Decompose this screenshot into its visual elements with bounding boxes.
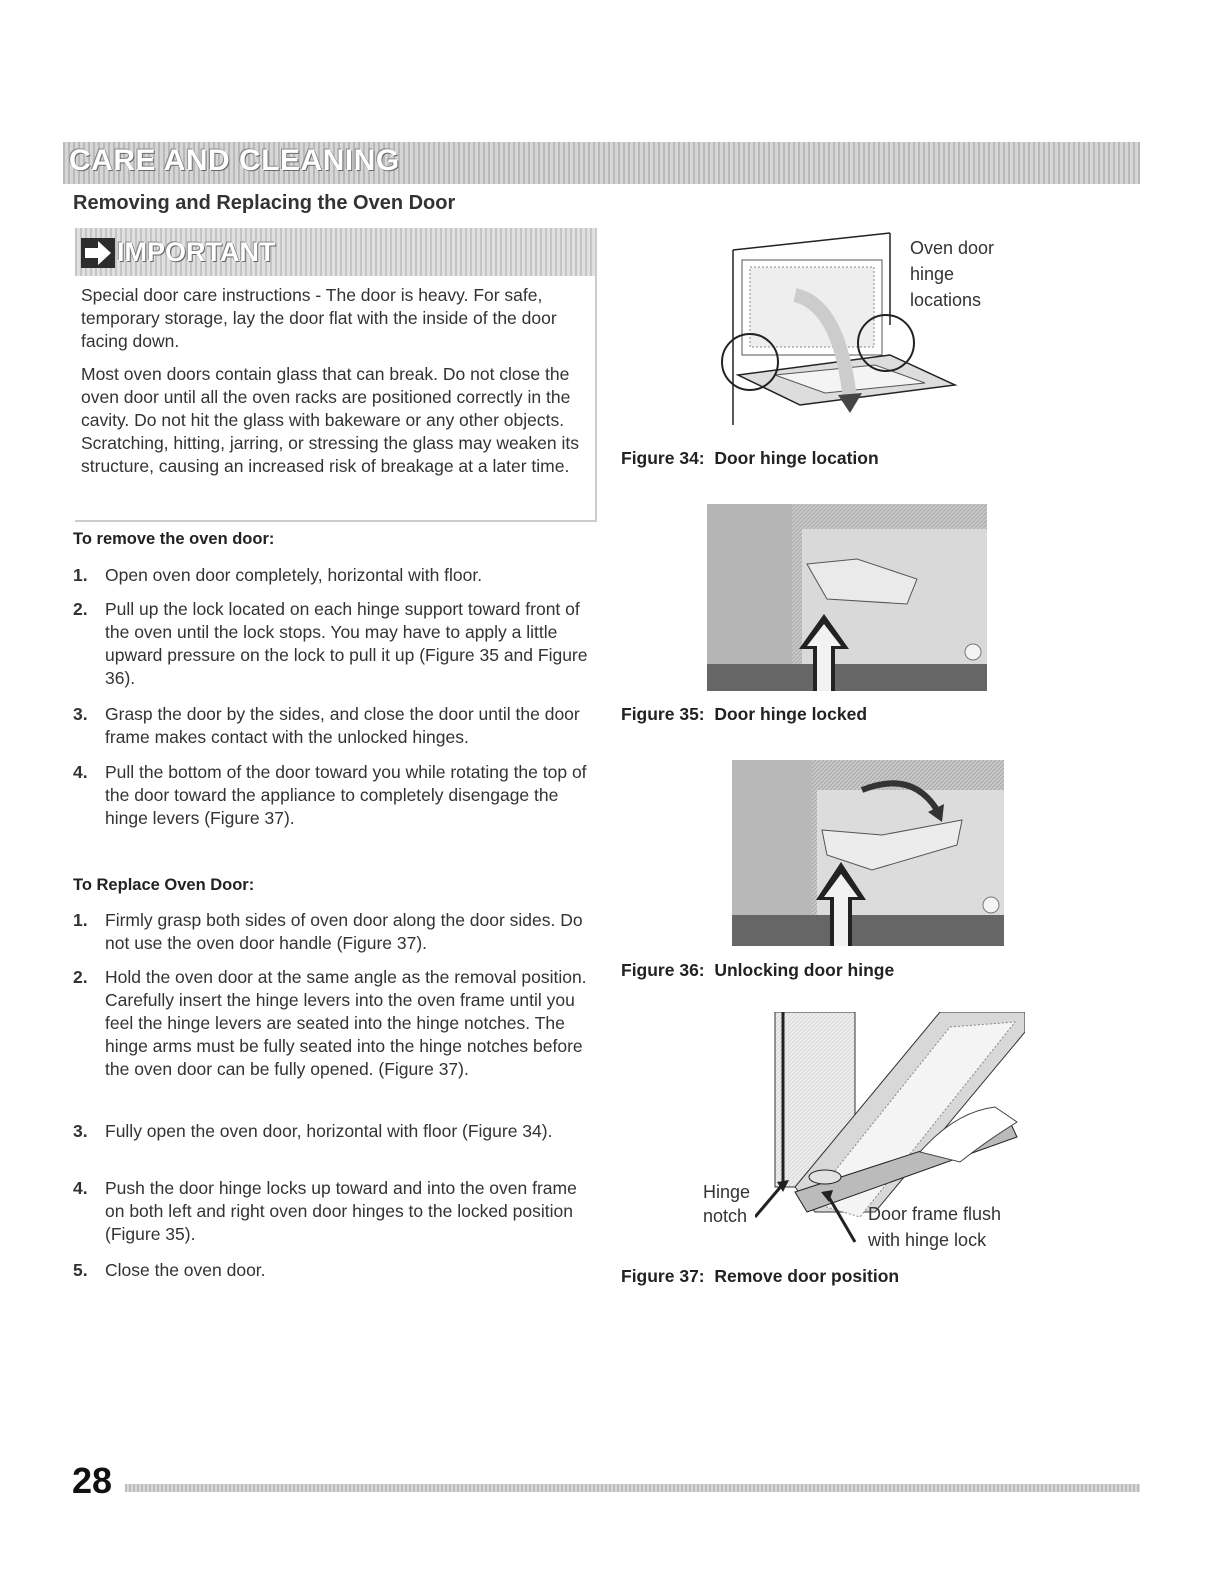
step-text: Grasp the door by the sides, and close the door until the door frame makes contact with the unlocked hinges. [105, 704, 580, 747]
figure-label-line: with hinge lock [868, 1230, 987, 1250]
step-number: 4. [73, 1178, 88, 1198]
figure-37-caption: Figure 37: Remove door position [621, 1266, 900, 1286]
footer-rule [125, 1484, 1140, 1492]
important-paragraph: Most oven doors contain glass that can break. Do not close the oven door until all the oven racks are positioned correctly in the cavity. Do not hit the glass with bakeware or any other objects. Scratching, hitting, jarring, or stressing the glass may weaken its structure, causing an increased risk of breakage at a later time. [81, 364, 579, 476]
arrow-right-icon [81, 238, 115, 268]
important-label: IMPORTANT [117, 237, 276, 267]
step-text: Pull the bottom of the door toward you while rotating the top of the door toward the appliance to completely disengage the hinge levers (Figure 37). [105, 762, 587, 828]
step-number: 1. [73, 910, 88, 930]
replace-heading: To Replace Oven Door: [73, 876, 255, 894]
step-text: Push the door hinge locks up toward and into the oven frame on both left and right oven door hinges to the locked position (Figure 35). [105, 1178, 577, 1244]
step-text: Close the oven door. [105, 1260, 266, 1280]
step-number: 3. [73, 1121, 88, 1141]
important-notice [75, 228, 597, 522]
figure-label-line: notch [703, 1206, 748, 1226]
step-text: Pull up the lock located on each hinge support toward front of the oven until the lock stops. You may have to apply a little upward pressure on the lock to pull it up (Figure 35 and Figure 36). [105, 599, 588, 688]
figure-label-line: Oven door [910, 238, 995, 258]
step-number: 5. [73, 1260, 88, 1280]
page-number: 28 [72, 1460, 113, 1501]
oven-door-hinge-label [910, 235, 994, 313]
figure-label-line: hinge [910, 264, 955, 284]
step-number: 2. [73, 599, 88, 619]
step-number: 3. [73, 704, 88, 724]
figure-36-caption: Figure 36: Unlocking door hinge [621, 960, 895, 980]
figure-36-illustration [732, 760, 1004, 946]
figure-35-caption: Figure 35: Door hinge locked [621, 704, 868, 724]
figure-label-line: locations [910, 290, 982, 310]
page-subtitle: Removing and Replacing the Oven Door [73, 192, 456, 214]
figure-35-illustration [707, 504, 987, 691]
remove-heading: To remove the oven door: [73, 530, 275, 548]
step-number: 2. [73, 967, 88, 987]
section-banner [63, 142, 1140, 184]
important-body [81, 284, 586, 488]
important-header [75, 228, 595, 276]
hinge-notch-label [703, 1180, 750, 1228]
figure-34-caption: Figure 34: Door hinge location [621, 448, 879, 468]
step-text: Firmly grasp both sides of oven door along the door sides. Do not use the oven door handle (Figure 37). [105, 910, 583, 953]
figure-label-line: Door frame flush [868, 1204, 1002, 1224]
step-text: Open oven door completely, horizontal with floor. [105, 565, 483, 585]
figure-label-line: Hinge [703, 1182, 751, 1202]
section-title: CARE AND CLEANING [69, 144, 400, 177]
step-number: 1. [73, 565, 88, 585]
step-text: Hold the oven door at the same angle as the removal position. Carefully insert the hinge levers into the oven frame until you feel the hinge levers are seated into the hinge notches. The hinge arms must be fully seated into the hinge notches before the oven door can be fully opened. (Figure 37). [105, 967, 587, 1079]
door-frame-flush-label [868, 1201, 1001, 1253]
important-paragraph: Special door care instructions - The door is heavy. For safe, temporary storage, lay the door flat with the inside of the door facing down. [81, 285, 557, 351]
step-text: Fully open the oven door, horizontal with floor (Figure 34). [105, 1121, 553, 1141]
step-number: 4. [73, 762, 88, 782]
